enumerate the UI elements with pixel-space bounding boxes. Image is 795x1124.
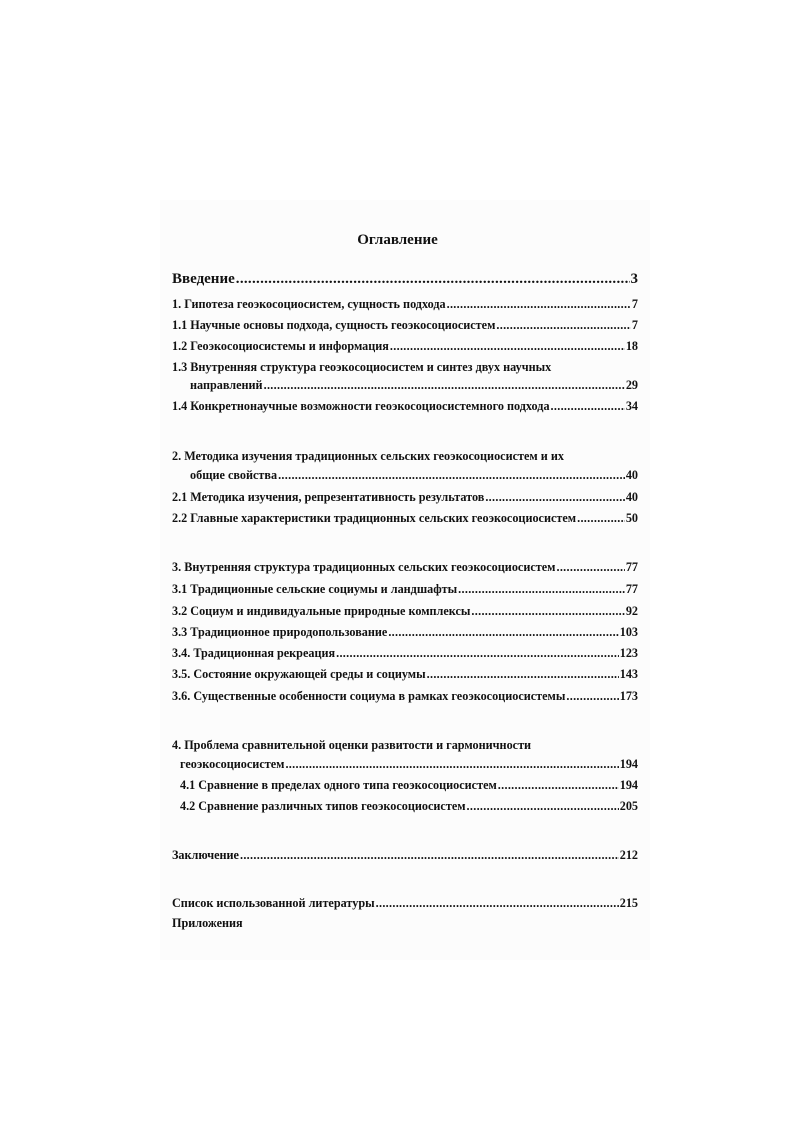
page-sheet [160,200,650,960]
toc-entry: 1.2 Геоэкосоциосистемы и информация ..... 18 [172,339,638,354]
toc-entry: 3.2 Социум и индивидуальные природные комплексы ..... 92 [172,604,638,619]
toc-entry: 3.6. Существенные особенности социума в рамках геоэкосоциосистемы ..... 173 [172,689,638,704]
toc-entry: Заключение ..... 212 [172,848,638,863]
toc-entry: 4.2 Сравнение различных типов геоэкосоциосистем ..... 205 [172,799,638,814]
toc-entry-continuation: направлений ..... 29 [172,378,638,393]
toc-entry: 2.1 Методика изучения, репрезентативность результатов ..... 40 [172,490,638,505]
toc-entry: 4.1 Сравнение в пределах одного типа геоэкосоциосистем ..... 194 [172,778,638,793]
toc-entry: 3.1 Традиционные сельские социумы и ландшафты ..... 77 [172,582,638,597]
toc-entry: 2. Методика изучения традиционных сельских геоэкосоциосистем и их [172,449,564,463]
toc-entry: Приложения [172,916,243,930]
toc-entry: 3.4. Традиционная рекреация ..... 123 [172,646,638,661]
toc-entry: 1.3 Внутренняя структура геоэкосоциосистем и синтез двух научных [172,360,552,374]
toc-entry: 1.1 Научные основы подхода, сущность геоэкосоциосистем ..... 7 [172,318,638,333]
page-title: Оглавление [357,232,438,248]
toc-entry: Введение ..... 3 [172,272,638,287]
toc-entry: 4. Проблема сравнительной оценки развитости и гармоничности [172,738,532,752]
toc-entry-continuation: общие свойства ..... 40 [172,468,638,483]
toc-entry-continuation: геоэкосоциосистем ..... 194 [172,757,638,772]
toc-entry: Список использованной литературы ..... 215 [172,896,638,911]
toc-entry: 3. Внутренняя структура традиционных сельских геоэкосоциосистем ..... 77 [172,560,638,575]
toc-entry: 3.5. Состояние окружающей среды и социумы ..... 143 [172,667,638,682]
toc-entry: 1.4 Конкретнонаучные возможности геоэкосоциосистемного подхода ..... 34 [172,399,638,414]
toc-entry: 3.3 Традиционное природопользование ..... 103 [172,625,638,640]
toc-entry: 2.2 Главные характеристики традиционных сельских геоэкосоциосистем ..... 50 [172,511,638,526]
toc-entry: 1. Гипотеза геоэкосоциосистем, сущность подхода ..... 7 [172,297,638,312]
